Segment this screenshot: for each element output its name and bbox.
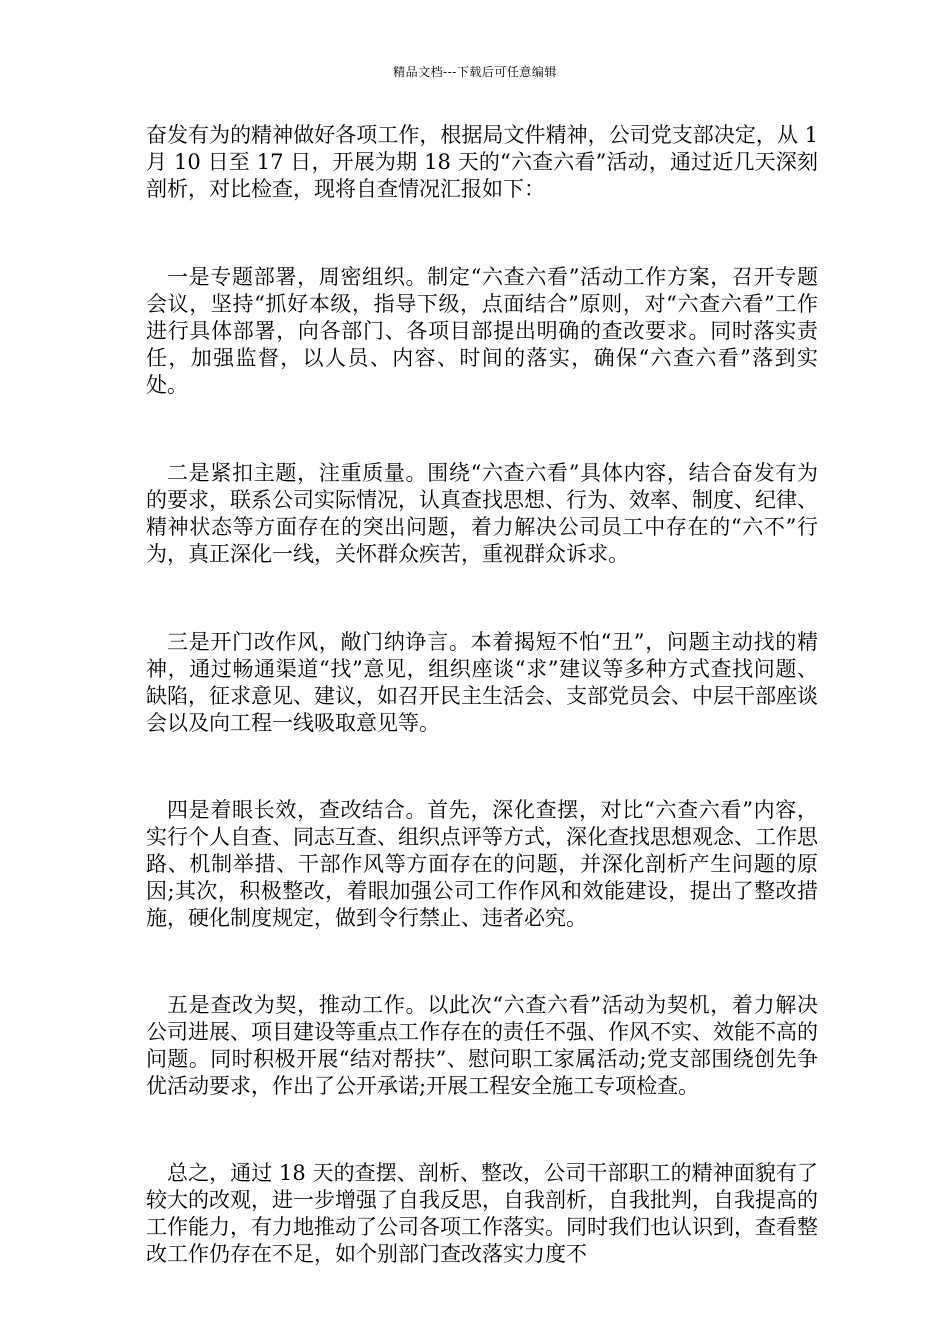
paragraph-point-2: 二是紧扣主题，注重质量。围绕“六查六看”具体内容，结合奋发有为的要求，联系公司实际情况，认真查找思想、行为、效率、制度、纪律、精神状态等方面存在的突出问题，着力解决公司员工中存在的“六不”行为，真正深化一线，关怀群众疾苦，重视群众诉求。 <box>146 461 818 566</box>
document-body <box>146 122 818 1268</box>
paragraph-point-3: 三是开门改作风，敞门纳诤言。本着揭短不怕“丑”，问题主动找的精神，通过畅通渠道“找”意见，组织座谈“求”建议等多种方式查找问题、缺陷，征求意见、建议，如召开民主生活会、支部党员会、中层干部座谈会以及向工程一线吸取意见等。 <box>146 630 818 735</box>
paragraph-point-1: 一是专题部署，周密组织。制定“六查六看”活动工作方案，召开专题会议，坚持“抓好本级，指导下级，点面结合”原则，对“六查六看”工作进行具体部署，向各部门、各项目部提出明确的查改要求。同时落实责任，加强监督，以人员、内容、时间的落实，确保“六查六看”落到实处。 <box>146 265 818 397</box>
paragraph-summary: 总之，通过 18 天的查摆、剖析、整改，公司干部职工的精神面貌有了较大的改观，进一步增强了自我反思，自我剖析，自我批判，自我提高的工作能力，有力地推动了公司各项工作落实。同时我们也认识到，查看整改工作仍存在不足，如个别部门查改落实力度不 <box>146 1161 818 1266</box>
page-header: 精品文档---下载后可任意编辑 <box>393 65 557 79</box>
paragraph-point-5: 五是查改为契，推动工作。以此次“六查六看”活动为契机，着力解决公司进展、项目建设等重点工作存在的责任不强、作风不实、效能不高的问题。同时积极开展“结对帮扶”、慰问职工家属活动;党支部围绕创先争优活动要求，作出了公开承诺;开展工程安全施工专项检查。 <box>146 993 818 1098</box>
paragraph-intro: 奋发有为的精神做好各项工作，根据局文件精神，公司党支部决定，从 1 月 10 日至 17 日，开展为期 18 天的“六查六看”活动，通过近几天深刻剖析，对比检查，现将自查情况汇报如下： <box>146 123 818 201</box>
paragraph-point-4: 四是着眼长效，查改结合。首先，深化查摆，对比“六查六看”内容，实行个人自查、同志互查、组织点评等方式，深化查找思想观念、工作思路、机制举措、干部作风等方面存在的问题，并深化剖析产生问题的原因;其次，积极整改，着眼加强公司工作作风和效能建设，提出了整改措施，硬化制度规定，做到令行禁止、违者必究。 <box>146 798 818 930</box>
